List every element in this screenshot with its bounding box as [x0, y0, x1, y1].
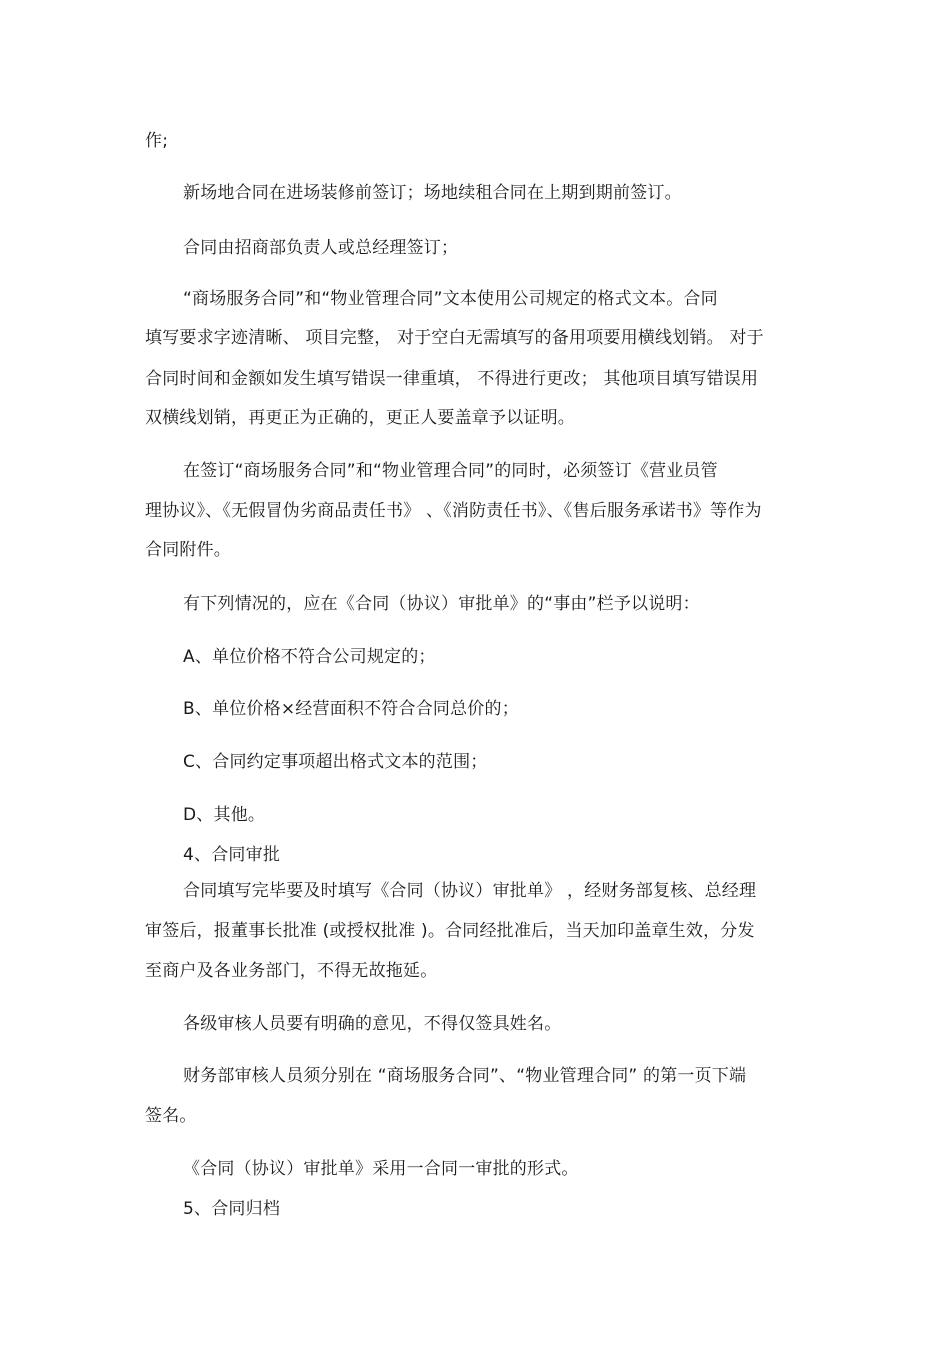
text-line: 财务部审核人员须分别在 “商场服务合同”、“物业管理合同” 的第一页下端	[183, 1066, 747, 1086]
section-heading: 4、合同审批	[183, 845, 281, 865]
text-line: 审签后，报董事长批准 (或授权批准 )。合同经批准后，当天加印盖章生效，分发	[145, 921, 755, 941]
text-line: 填写要求字迹清晰、 项目完整， 对于空白无需填写的备用项要用横线划销。 对于	[145, 328, 764, 348]
text-line: 合同填写完毕要及时填写《合同（协议）审批单》 ，经财务部复核、总经理	[183, 881, 757, 901]
text-line: 至商户及各业务部门，不得无故拖延。	[145, 961, 438, 981]
text-line: 有下列情况的，应在《合同（协议）审批单》的“事由”栏予以说明：	[183, 594, 700, 614]
text-line: 《合同（协议）审批单》采用一合同一审批的形式。	[183, 1159, 579, 1179]
text-line: 合同时间和金额如发生填写错误一律重填， 不得进行更改； 其他项目填写错误用	[145, 369, 759, 389]
text-line: 理协议》、《无假冒伪劣商品责任书》 、《消防责任书》、《售后服务承诺书》等作为	[145, 501, 762, 521]
list-item: A、单位价格不符合公司规定的；	[183, 647, 436, 667]
text-line: 双横线划销，再更正为正确的，更正人要盖章予以证明。	[145, 408, 575, 428]
text-line: 签名。	[145, 1106, 197, 1126]
list-item: B、单位价格×经营面积不符合合同总价的；	[183, 699, 519, 719]
text-line: 作;	[145, 131, 169, 151]
text-line: “商场服务合同”和“物业管理合同”文本使用公司规定的格式文本。合同	[183, 289, 718, 309]
text-line: 在签订“商场服务合同”和“物业管理合同”的同时，必须签订《营业员管	[183, 461, 718, 481]
section-heading: 5、合同归档	[183, 1199, 281, 1219]
text-line: 合同附件。	[145, 540, 231, 560]
text-line: 各级审核人员要有明确的意见，不得仅签具姓名。	[183, 1014, 562, 1034]
text-line: 新场地合同在进场装修前签订；场地续租合同在上期到期前签订。	[183, 183, 682, 203]
list-item: C、合同约定事项超出格式文本的范围；	[183, 752, 488, 772]
text-line: 合同由招商部负责人或总经理签订；	[183, 238, 459, 258]
list-item: D、其他。	[183, 805, 266, 825]
